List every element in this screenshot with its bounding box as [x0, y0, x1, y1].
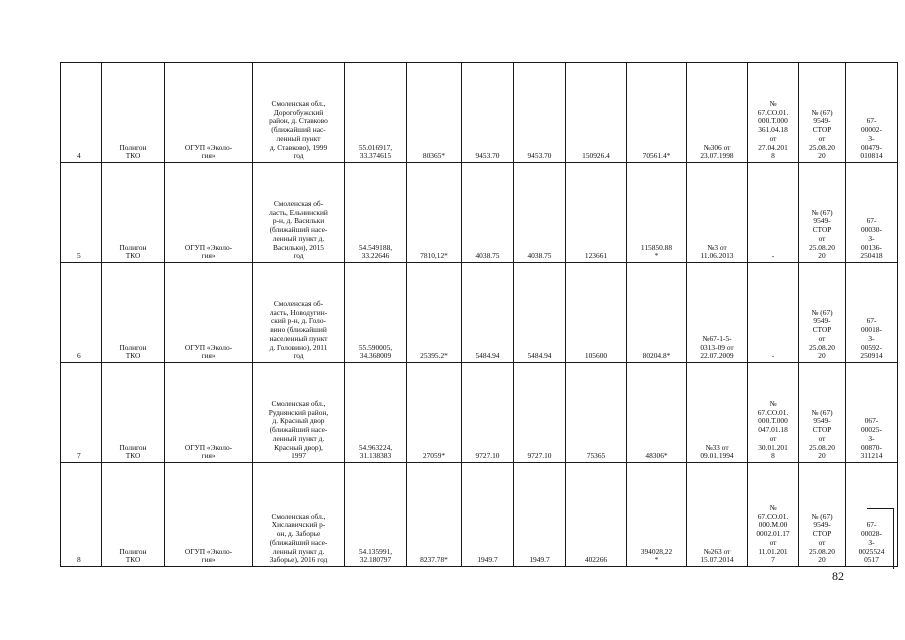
coordinates-cell: 54.549188, 33.22646 [345, 163, 407, 263]
license-cell: №67-1-5- 0313-09 от 22.07.2009 [687, 263, 748, 363]
value-cell-6: 25395.2* [407, 263, 462, 363]
object-code-cell: 67- 00018- З- 00592- 250914 [846, 263, 898, 363]
registration-cell: - [748, 163, 799, 263]
value-cell-9: 402266 [566, 463, 627, 567]
registration-cell: № 67.СО.01. 000.М.00 0002.01.17 от 11.01.201 7 [748, 463, 799, 567]
value-cell-7: 4038.75 [462, 163, 514, 263]
object-code-cell: 67- 00028- З- 0025524 0517 [846, 463, 898, 567]
row-number-cell: 8 [61, 463, 102, 567]
object-code-cell: 67- 00030- З- 00136- 250418 [846, 163, 898, 263]
value-cell-6: 80365* [407, 63, 462, 163]
registration-cell: № 67.СО.01. 000.Т.000 047.01.18 от 30.01.201 8 [748, 363, 799, 463]
object-type-cell: Полигон ТКО [102, 463, 165, 567]
coordinates-cell: 54.135991, 32.180797 [345, 463, 407, 567]
value-cell-8: 9453.70 [514, 63, 566, 163]
value-cell-9: 105600 [566, 263, 627, 363]
coordinates-cell: 55.016917, 33.374615 [345, 63, 407, 163]
page-corner-line [867, 508, 894, 569]
row-number-cell: 6 [61, 263, 102, 363]
object-type-cell: Полигон ТКО [102, 163, 165, 263]
object-code-cell: 67- 00002- З- 00479- 010814 [846, 63, 898, 163]
operator-cell: ОГУП «Эколо- гия» [165, 463, 253, 567]
groro-cell: № (67) 9549- СТОР от 25.08.20 20 [799, 263, 846, 363]
operator-cell: ОГУП «Эколо- гия» [165, 163, 253, 263]
value-cell-10: 48306* [627, 363, 687, 463]
groro-cell: № (67) 9549- СТОР от 25.08.20 20 [799, 363, 846, 463]
operator-cell: ОГУП «Эколо- гия» [165, 63, 253, 163]
value-cell-7: 5484.94 [462, 263, 514, 363]
value-cell-8: 9727.10 [514, 363, 566, 463]
value-cell-7: 9453.70 [462, 63, 514, 163]
value-cell-9: 123661 [566, 163, 627, 263]
page-number: 82 [832, 569, 844, 583]
operator-cell: ОГУП «Эколо- гия» [165, 263, 253, 363]
value-cell-10: 394028,22 * [627, 463, 687, 567]
value-cell-7: 9727.10 [462, 363, 514, 463]
registration-cell: № 67.СО.01. 000.Т.000 361.04.18 от 27.04.201 8 [748, 63, 799, 163]
value-cell-8: 1949.7 [514, 463, 566, 567]
license-cell: №306 от 23.07.1998 [687, 63, 748, 163]
row-number-cell: 7 [61, 363, 102, 463]
address-cell: Смоленская об- ласть, Ельнинский р-н, д. Васильки (ближайший насе- ленный пункт д. Васильки), 2015 год [253, 163, 345, 263]
table-row [61, 263, 898, 363]
object-type-cell: Полигон ТКО [102, 263, 165, 363]
table-row [61, 463, 898, 567]
coordinates-cell: 55.590005, 34.368009 [345, 263, 407, 363]
license-cell: №33 от 09.01.1994 [687, 363, 748, 463]
table-row [61, 63, 898, 163]
value-cell-10: 80204.8* [627, 263, 687, 363]
value-cell-9: 150926.4 [566, 63, 627, 163]
groro-cell: № (67) 9549- СТОР от 25.08.20 20 [799, 163, 846, 263]
coordinates-cell: 54.963224, 31.138383 [345, 363, 407, 463]
object-code-cell: 067- 00025- З- 00870- 311214 [846, 363, 898, 463]
value-cell-10: 70561.4* [627, 63, 687, 163]
object-type-cell: Полигон ТКО [102, 63, 165, 163]
value-cell-8: 5484.94 [514, 263, 566, 363]
object-type-cell: Полигон ТКО [102, 363, 165, 463]
value-cell-9: 75365 [566, 363, 627, 463]
row-number-cell: 4 [61, 63, 102, 163]
value-cell-7: 1949.7 [462, 463, 514, 567]
table-row [61, 363, 898, 463]
address-cell: Смоленская об- ласть, Новодугин- ский р-н, д. Голо- вино (ближайший населенный пункт д. Головино), 2011 год [253, 263, 345, 363]
value-cell-10: 115850.88 * [627, 163, 687, 263]
address-cell: Смоленская обл., Хиславичский р- он, д. Заборье (ближайший насе- ленный пункт д. Заборье), 2016 год [253, 463, 345, 567]
value-cell-8: 4038.75 [514, 163, 566, 263]
groro-cell: № (67) 9549- СТОР от 25.08.20 20 [799, 463, 846, 567]
groro-cell: № (67) 9549- СТОР от 25.08.20 20 [799, 63, 846, 163]
value-cell-6: 7810,12* [407, 163, 462, 263]
row-number-cell: 5 [61, 163, 102, 263]
operator-cell: ОГУП «Эколо- гия» [165, 363, 253, 463]
table-row [61, 163, 898, 263]
address-cell: Смоленская обл., Руднянский район, д. Красный двор (ближайший насе- ленный пункт д. Красный двор), 1997 [253, 363, 345, 463]
license-cell: №3 от 11.06.2013 [687, 163, 748, 263]
value-cell-6: 27059* [407, 363, 462, 463]
license-cell: №263 от 15.07.2014 [687, 463, 748, 567]
registration-cell: - [748, 263, 799, 363]
address-cell: Смоленская обл., Дорогобужский район, д. Ставково (ближайший нас- ленный пункт д. Ставково), 1999 год [253, 63, 345, 163]
value-cell-6: 8237.78* [407, 463, 462, 567]
landfill-register-table [60, 62, 898, 567]
